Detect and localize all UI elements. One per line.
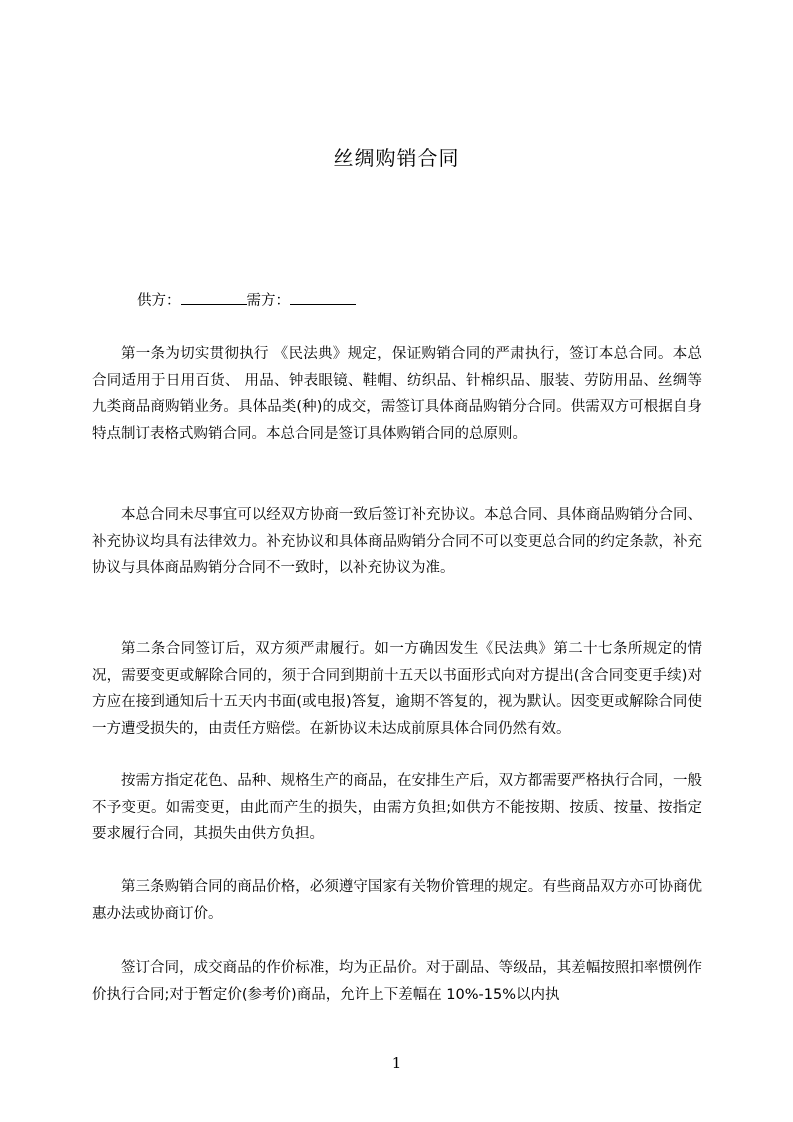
supplier-blank xyxy=(181,290,247,305)
page-number: 1 xyxy=(391,1054,402,1072)
buyer-blank xyxy=(290,290,356,305)
supplier-label: 供方： xyxy=(137,293,181,309)
document-title: 丝绸购销合同 xyxy=(333,146,460,170)
article-2-paragraph: 第二条合同签订后，双方须严肃履行。如一方确因发生《民法典》第二十七条所规定的情况，需要变更或解除合同的，须于合同到期前十五天以书面形式向对方提出(含合同变更手续)对方应在接到通知后十五天内书面(或电报)答复，逾期不答复的，视为默认。因变更或解除合同使一方遭受损失的，由责任方赔偿。在新协议未达成前原具体合同仍然有效。 xyxy=(92,641,702,737)
pricing-standard-paragraph: 签订合同，成交商品的作价标准，均为正品价。对于副品、等级品，其差幅按照扣率惯例作价执行合同;对于暂定价(参考价)商品，允许上下差幅在 10%-15%以内执 xyxy=(92,960,702,1003)
buyer-label: 需方： xyxy=(246,293,290,309)
custom-production-paragraph: 按需方指定花色、品种、规格生产的商品，在安排生产后，双方都需要严格执行合同，一般不予变更。如需变更，由此而产生的损失，由需方负担;如供方不能按期、按质、按量、按指定要求履行合同，其损失由供方负担。 xyxy=(92,773,702,843)
supplementary-agreement-paragraph: 本总合同未尽事宜可以经双方协商一致后签订补充协议。本总合同、具体商品购销分合同、补充协议均具有法律效力。补充协议和具体商品购销分合同不可以变更总合同的约定条款，补充协议与具体商品购销分合同不一致时，以补充协议为准。 xyxy=(92,507,702,577)
article-1-paragraph: 第一条为切实贯彻执行 《民法典》规定，保证购销合同的严肃执行，签订本总合同。本总合同适用于日用百货、 用品、钟表眼镜、鞋帽、纺织品、针棉织品、服装、劳防用品、丝绸等九类商品商购销业务。具体品类(种)的成交，需签订具体商品购销分合同。供需双方可根据自身特点制订表格式购销合同。本总合同是签订具体购销合同的总原则。 xyxy=(92,346,702,442)
article-3-paragraph: 第三条购销合同的商品价格，必须遵守国家有关物价管理的规定。有些商品双方亦可协商优惠办法或协商订价。 xyxy=(92,879,702,922)
parties-line xyxy=(137,290,356,312)
